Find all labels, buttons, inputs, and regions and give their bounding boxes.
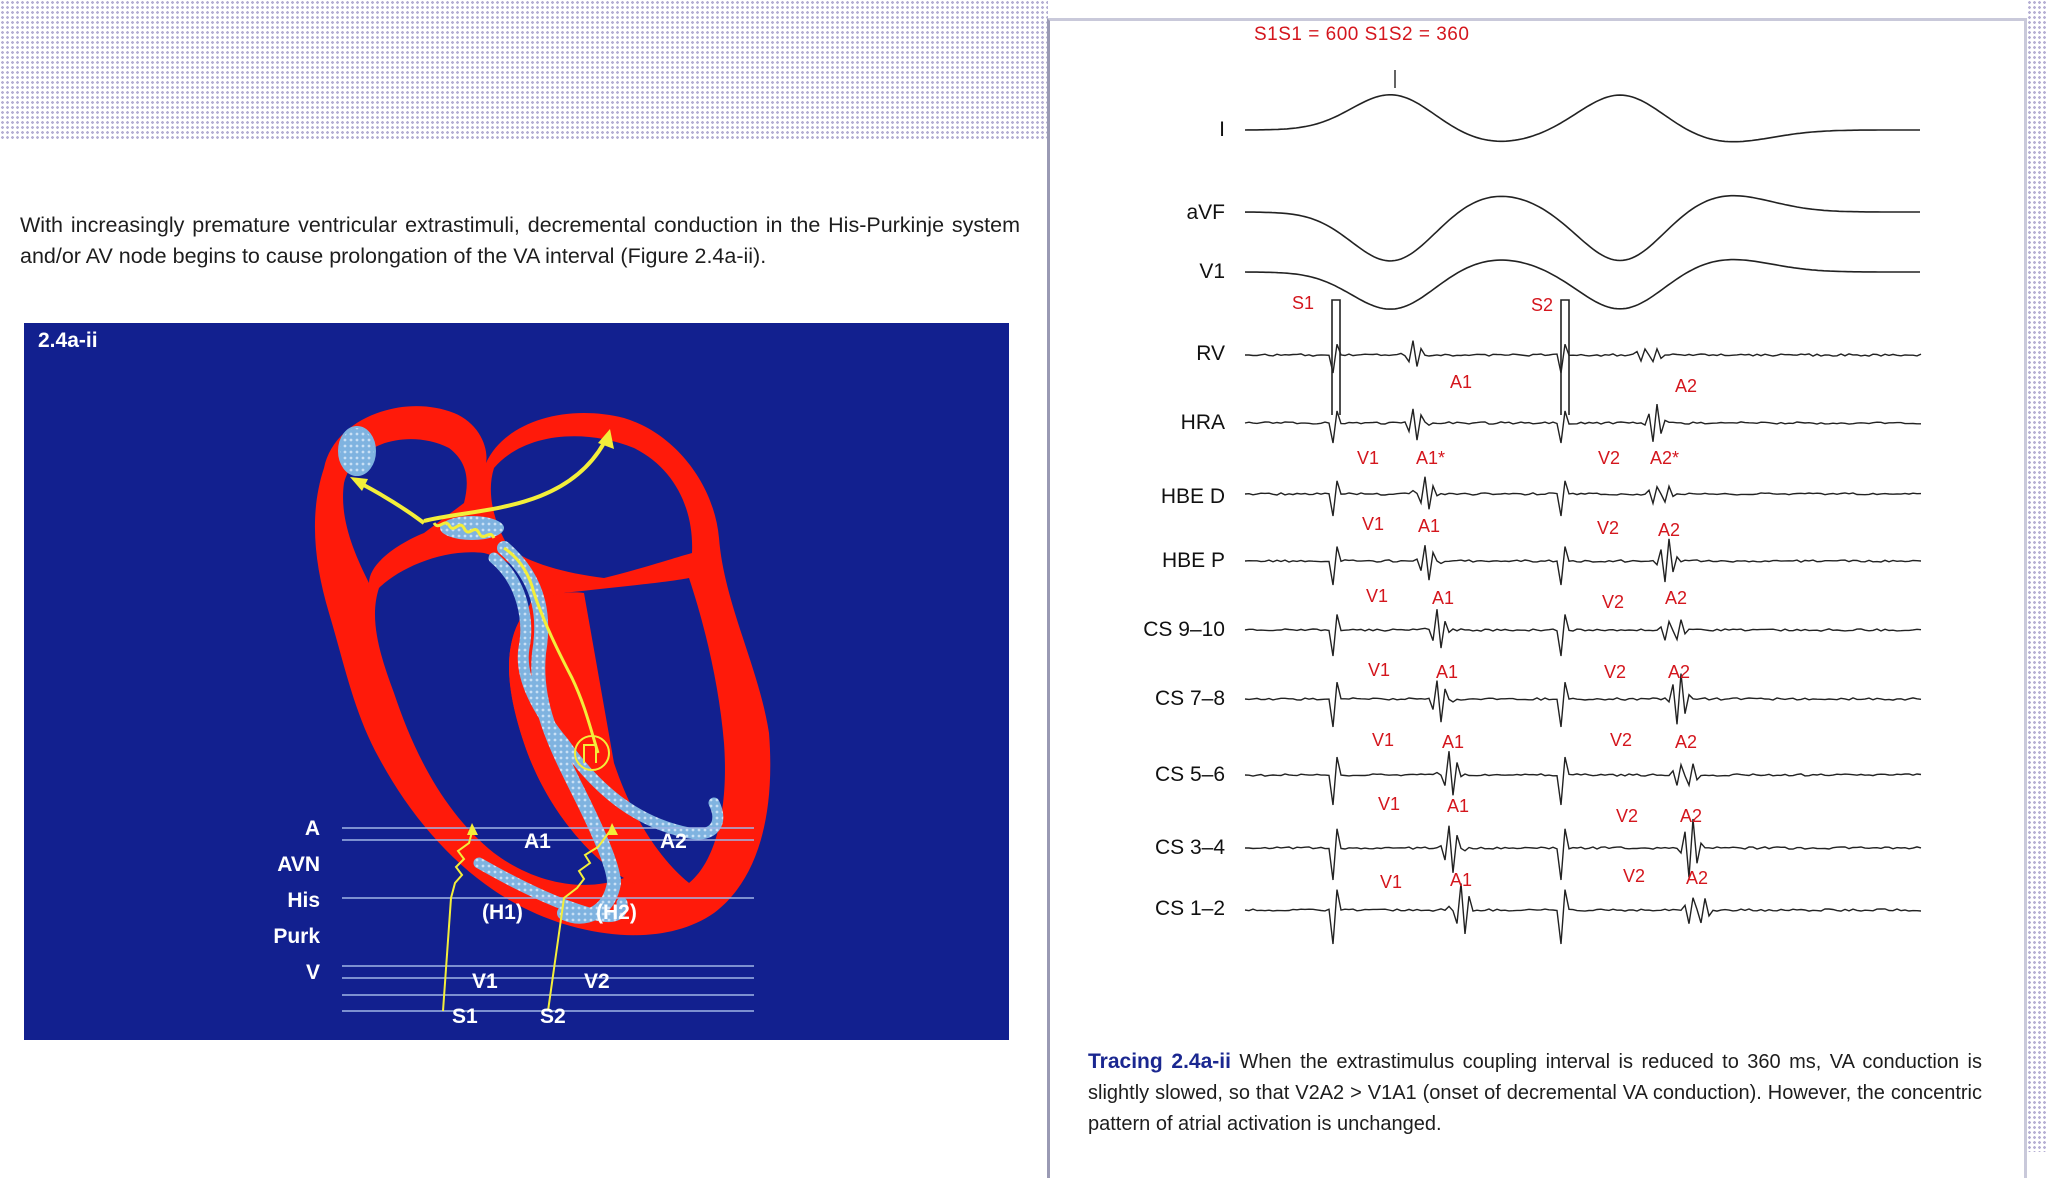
ann-cs34-v2: V2 xyxy=(1616,806,1639,826)
ann-s2: S2 xyxy=(1531,295,1554,315)
trace-lead-i xyxy=(1245,95,1920,142)
tracing-caption xyxy=(1088,1046,1982,1140)
ann-cs78-a2: A2 xyxy=(1668,662,1691,682)
caption-title: Tracing 2.4a-ii xyxy=(1088,1050,1231,1073)
ann-s1: S1 xyxy=(1292,293,1315,313)
ann-hbep-a1: A1 xyxy=(1418,516,1441,536)
ann-hbed-v1: V1 xyxy=(1357,448,1380,468)
ann-cs56-v1: V1 xyxy=(1372,730,1395,750)
ladder-row-his: His xyxy=(287,889,320,912)
trace-lead-rv xyxy=(1245,341,1921,373)
lead-label-hra: HRA xyxy=(1180,411,1225,434)
right-pattern-strip xyxy=(2027,0,2048,1152)
ladder-row-a: A xyxy=(304,817,320,840)
ann-cs12-v2: V2 xyxy=(1623,866,1646,886)
ann-hbed-a2: A2* xyxy=(1650,448,1680,468)
ann-cs56-v2: V2 xyxy=(1610,730,1633,750)
ann-cs56-a1: A1 xyxy=(1442,732,1465,752)
trace-lead-avf xyxy=(1245,196,1920,261)
figure-label: 2.4a-ii xyxy=(38,329,98,352)
ladder-row-v: V xyxy=(305,961,320,984)
ann-cs910-v2: V2 xyxy=(1602,592,1625,612)
ladder-mark-a2: A2 xyxy=(660,830,687,853)
ladder-mark-s2: S2 xyxy=(540,1005,566,1028)
ann-cs56-a2: A2 xyxy=(1675,732,1698,752)
trace-lead-cs-1-2 xyxy=(1245,883,1921,944)
ann-cs34-v1: V1 xyxy=(1378,794,1401,814)
ann-cs78-v2: V2 xyxy=(1604,662,1627,682)
ladder-mark-v1: V1 xyxy=(472,970,498,993)
trace-lead-cs-7-8 xyxy=(1245,674,1921,727)
ann-cs910-v1: V1 xyxy=(1366,586,1389,606)
trace-lead-v1 xyxy=(1245,260,1920,310)
lead-label-cs-5-6: CS 5–6 xyxy=(1154,763,1225,786)
trace-lead-cs-5-6 xyxy=(1245,751,1921,805)
caption-body: When the extrastimulus coupling interval is reduced to 360 ms, VA conduction is slightly slowed, so that V2A2 > V1A1 (onset of decremental VA conduction). However, the concentric pattern of atrial activation is unchanged. xyxy=(1088,1051,1982,1135)
sinus-node xyxy=(339,427,375,475)
trace-lead-hbe-p xyxy=(1245,539,1921,585)
header-pattern-band xyxy=(0,0,1048,140)
ladder-row-purk: Purk xyxy=(273,925,320,948)
lead-label-cs-3-4: CS 3–4 xyxy=(1154,836,1225,859)
ladder-mark-a1: A1 xyxy=(524,830,551,853)
ann-cs910-a1: A1 xyxy=(1432,588,1455,608)
ladder-mark-h2: (H2) xyxy=(596,901,637,924)
trace-lead-hbe-d xyxy=(1245,477,1921,516)
electrogram-traces xyxy=(1047,0,2027,1000)
figure-panel xyxy=(24,323,1009,1040)
ladder-mark-s1: S1 xyxy=(452,1005,478,1028)
heart-diagram xyxy=(24,323,1009,1040)
ladder-mark-h1: (H1) xyxy=(482,901,523,924)
lead-label-rv: RV xyxy=(1196,342,1225,365)
lead-label-cs-9-10: CS 9–10 xyxy=(1143,618,1225,641)
coupling-interval-label: S1S1 = 600 S1S2 = 360 xyxy=(1254,24,1470,45)
ann-hra-a1: A1 xyxy=(1450,372,1473,392)
lead-label-hbe-p: HBE P xyxy=(1161,549,1225,572)
ladder-row-avn: AVN xyxy=(277,853,320,876)
lead-label-cs-1-2: CS 1–2 xyxy=(1154,897,1225,920)
ann-cs12-a1: A1 xyxy=(1450,870,1473,890)
trace-lead-cs-9-10 xyxy=(1245,609,1921,656)
ann-cs34-a2: A2 xyxy=(1680,806,1703,826)
lead-label-cs-7-8: CS 7–8 xyxy=(1154,687,1225,710)
lead-label-v1: V1 xyxy=(1199,260,1225,283)
ann-hbed-v2: V2 xyxy=(1598,448,1621,468)
ann-hbep-a2: A2 xyxy=(1658,520,1681,540)
ann-hbed-a1: A1* xyxy=(1416,448,1446,468)
lead-label-hbe-d: HBE D xyxy=(1160,485,1225,508)
ann-cs78-a1: A1 xyxy=(1436,662,1459,682)
ann-cs12-v1: V1 xyxy=(1380,872,1403,892)
ladder-mark-v2: V2 xyxy=(584,970,610,993)
ann-cs12-a2: A2 xyxy=(1686,868,1709,888)
pacing-artefact-s1 xyxy=(1332,300,1340,415)
ann-cs910-a2: A2 xyxy=(1665,588,1688,608)
ann-hbep-v2: V2 xyxy=(1597,518,1620,538)
trace-lead-cs-3-4 xyxy=(1245,819,1921,880)
trace-lead-hra xyxy=(1245,404,1921,443)
ann-hra-a2: A2 xyxy=(1675,376,1698,396)
intro-paragraph: With increasingly premature ventricular extrastimuli, decremental conduction in the His-Purkinje system and/or AV node begins to cause prolongation of the VA interval (Figure 2.4a-ii). xyxy=(20,212,1020,268)
pacing-artefact-s2 xyxy=(1561,300,1569,415)
ann-cs34-a1: A1 xyxy=(1447,796,1470,816)
lead-label-i: I xyxy=(1219,118,1225,141)
ann-cs78-v1: V1 xyxy=(1368,660,1391,680)
lead-label-avf: aVF xyxy=(1186,201,1225,224)
ann-hbep-v1: V1 xyxy=(1362,514,1385,534)
